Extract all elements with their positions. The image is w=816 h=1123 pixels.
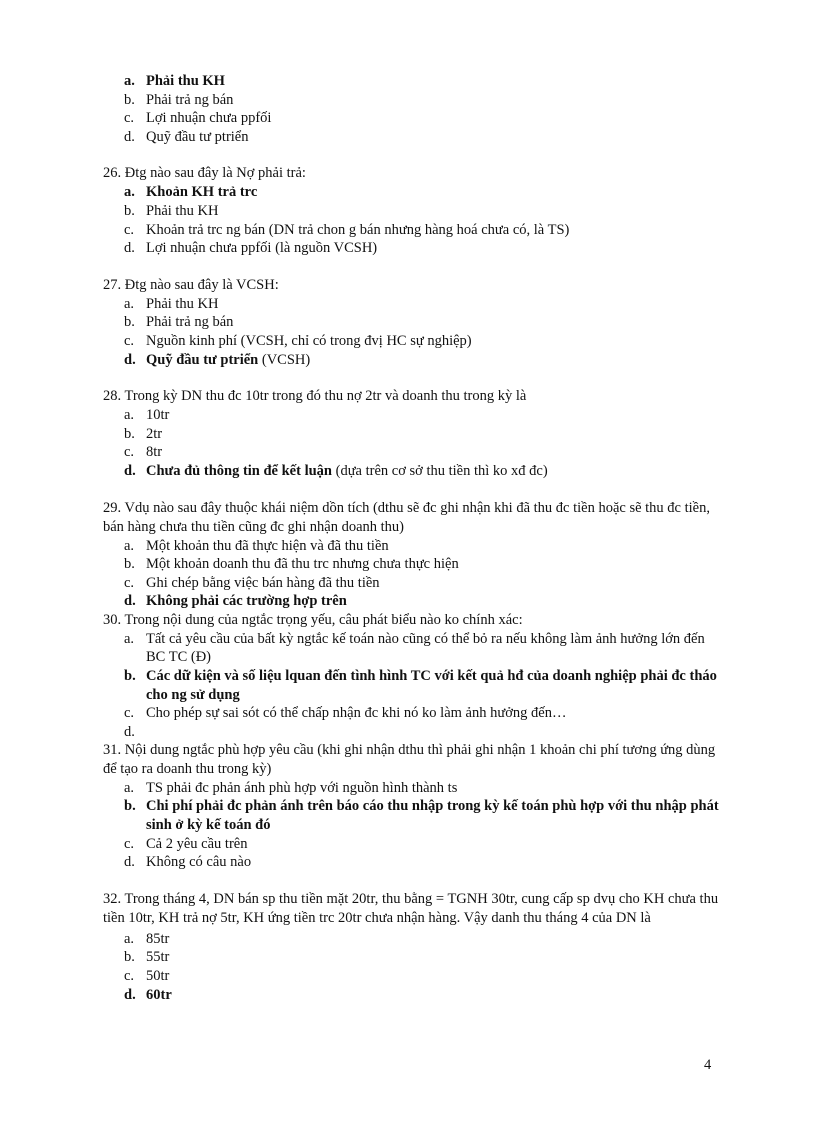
option-list: a. Tất cả yêu cầu của bất kỳ ngtắc kế toán nào cũng có thể bỏ ra nếu không làm ảnh hưởng lớn đến BC TC (Đ) b. Các dữ kiện và số liệu lquan đến tình hình TC với kết quả hđ của doanh nghiệp phải đc tháo cho ng sử dụng c. Cho phép sự sai sót có thể chấp nhận đc khi nó ko làm ảnh hưởng đến… d.: [103, 630, 723, 723]
option-b: b. Phải trả ng bán: [124, 91, 234, 108]
option-a: a. 85tr: [124, 930, 170, 947]
option-list: [103, 930, 723, 1004]
question-27: 27. Đtg nào sau đây là VCSH:: [103, 276, 279, 293]
option-c: c. Nguồn kinh phí (VCSH, chỉ có trong đvị HC sự nghiệp): [124, 332, 472, 349]
option-d: d. 60tr: [124, 986, 172, 1003]
option-c: c. Lợi nhuận chưa ppfối: [124, 110, 272, 127]
option-b: b. Chi phí phải đc phản ánh trên báo cáo thu nhập trong kỳ kế toán phù hợp với thu nhập phát sinh ở kỳ kế toán đó: [124, 798, 719, 834]
option-c: c. Cả 2 yêu cầu trên: [124, 835, 248, 852]
option-d: d. Lợi nhuận chưa ppfối (là nguồn VCSH): [124, 240, 378, 257]
option-c: c. Khoản trả trc ng bán (DN trả chon g bán nhưng hàng hoá chưa có, là TS): [124, 221, 570, 238]
option-a: a. Tất cả yêu cầu của bất kỳ ngtắc kế toán nào cũng có thể bỏ ra nếu không làm ảnh hưởng lớn đến BC TC (Đ): [124, 630, 705, 666]
option-b: b. Một khoản doanh thu đã thu trc nhưng chưa thực hiện: [124, 556, 459, 573]
option-c: c. 8tr: [124, 444, 163, 461]
question-29: 29. Vdụ nào sau đây thuộc khái niệm dồn tích (dthu sẽ đc ghi nhận khi đã thu đc tiền hoặc sẽ thu đc tiền, bán hàng chưa thu tiền cũng đc ghi nhận doanh thu): [103, 499, 710, 535]
option-b: b. Phải trả ng bán: [124, 314, 234, 331]
page-number: 4: [704, 1057, 712, 1073]
option-list: [103, 295, 723, 369]
option-d: d. Quỹ đầu tư ptriển (VCSH): [124, 351, 311, 368]
option-a: a. Một khoản thu đã thực hiện và đã thu tiền: [124, 537, 389, 554]
question-31: 31. Nội dung ngtắc phù hợp yêu cầu (khi ghi nhận dthu thì phải ghi nhận 1 khoản chi phí tương ứng dùng để tạo ra doanh thu trong kỳ): [103, 741, 716, 777]
option-d: d. Không phải các trường hợp trên: [124, 593, 347, 610]
option-list: [103, 72, 723, 146]
option-d: d. Quỹ đầu tư ptriển: [124, 128, 249, 145]
option-list: [103, 779, 723, 872]
option-c: c. Ghi chép bằng việc bán hàng đã thu tiền: [124, 574, 380, 591]
question-28: 28. Trong kỳ DN thu đc 10tr trong đó thu nợ 2tr và doanh thu trong kỳ là: [103, 388, 527, 405]
option-a: a. Phải thu KH: [124, 73, 225, 89]
option-b: b. 55tr: [124, 949, 170, 966]
question-30: 30. Trong nội dung của ngtắc trọng yếu, câu phát biểu nào ko chính xác:: [103, 611, 523, 628]
option-a: a. 10tr: [124, 407, 170, 424]
page-content: [103, 72, 723, 1004]
option-a: a. TS phải đc phản ánh phù hợp với nguồn hình thành ts: [124, 779, 458, 796]
option-c: c. Cho phép sự sai sót có thể chấp nhận đc khi nó ko làm ảnh hưởng đến…: [124, 705, 567, 722]
option-list: [103, 406, 723, 480]
option-a: a. Phải thu KH: [124, 295, 219, 312]
option-c: c. 50tr: [124, 968, 170, 984]
option-d: d. Chưa đủ thông tin để kết luận (dựa trên cơ sở thu tiền thì ko xđ đc): [124, 462, 548, 479]
option-list: [103, 183, 723, 257]
option-b: b. Phải thu KH: [124, 202, 219, 219]
option-list: [103, 537, 723, 611]
question-26: 26. Đtg nào sau đây là Nợ phải trả:: [103, 165, 306, 182]
option-b: b. 2tr: [124, 425, 163, 442]
option-a: a. Khoản KH trả trc: [124, 184, 258, 201]
option-b: b. Các dữ kiện và số liệu lquan đến tình hình TC với kết quả hđ của doanh nghiệp phải đc tháo cho ng sử dụng: [124, 668, 717, 703]
option-d: d. Không có câu nào: [124, 854, 252, 871]
question-32: 32. Trong tháng 4, DN bán sp thu tiền mặt 20tr, thu bằng = TGNH 30tr, cung cấp sp dvụ cho KH chưa thu tiền 10tr, KH trả nợ 5tr, KH ứng tiền trc 20tr chưa nhận hàng. Vậy danh thu tháng 4 của DN là: [103, 890, 719, 926]
